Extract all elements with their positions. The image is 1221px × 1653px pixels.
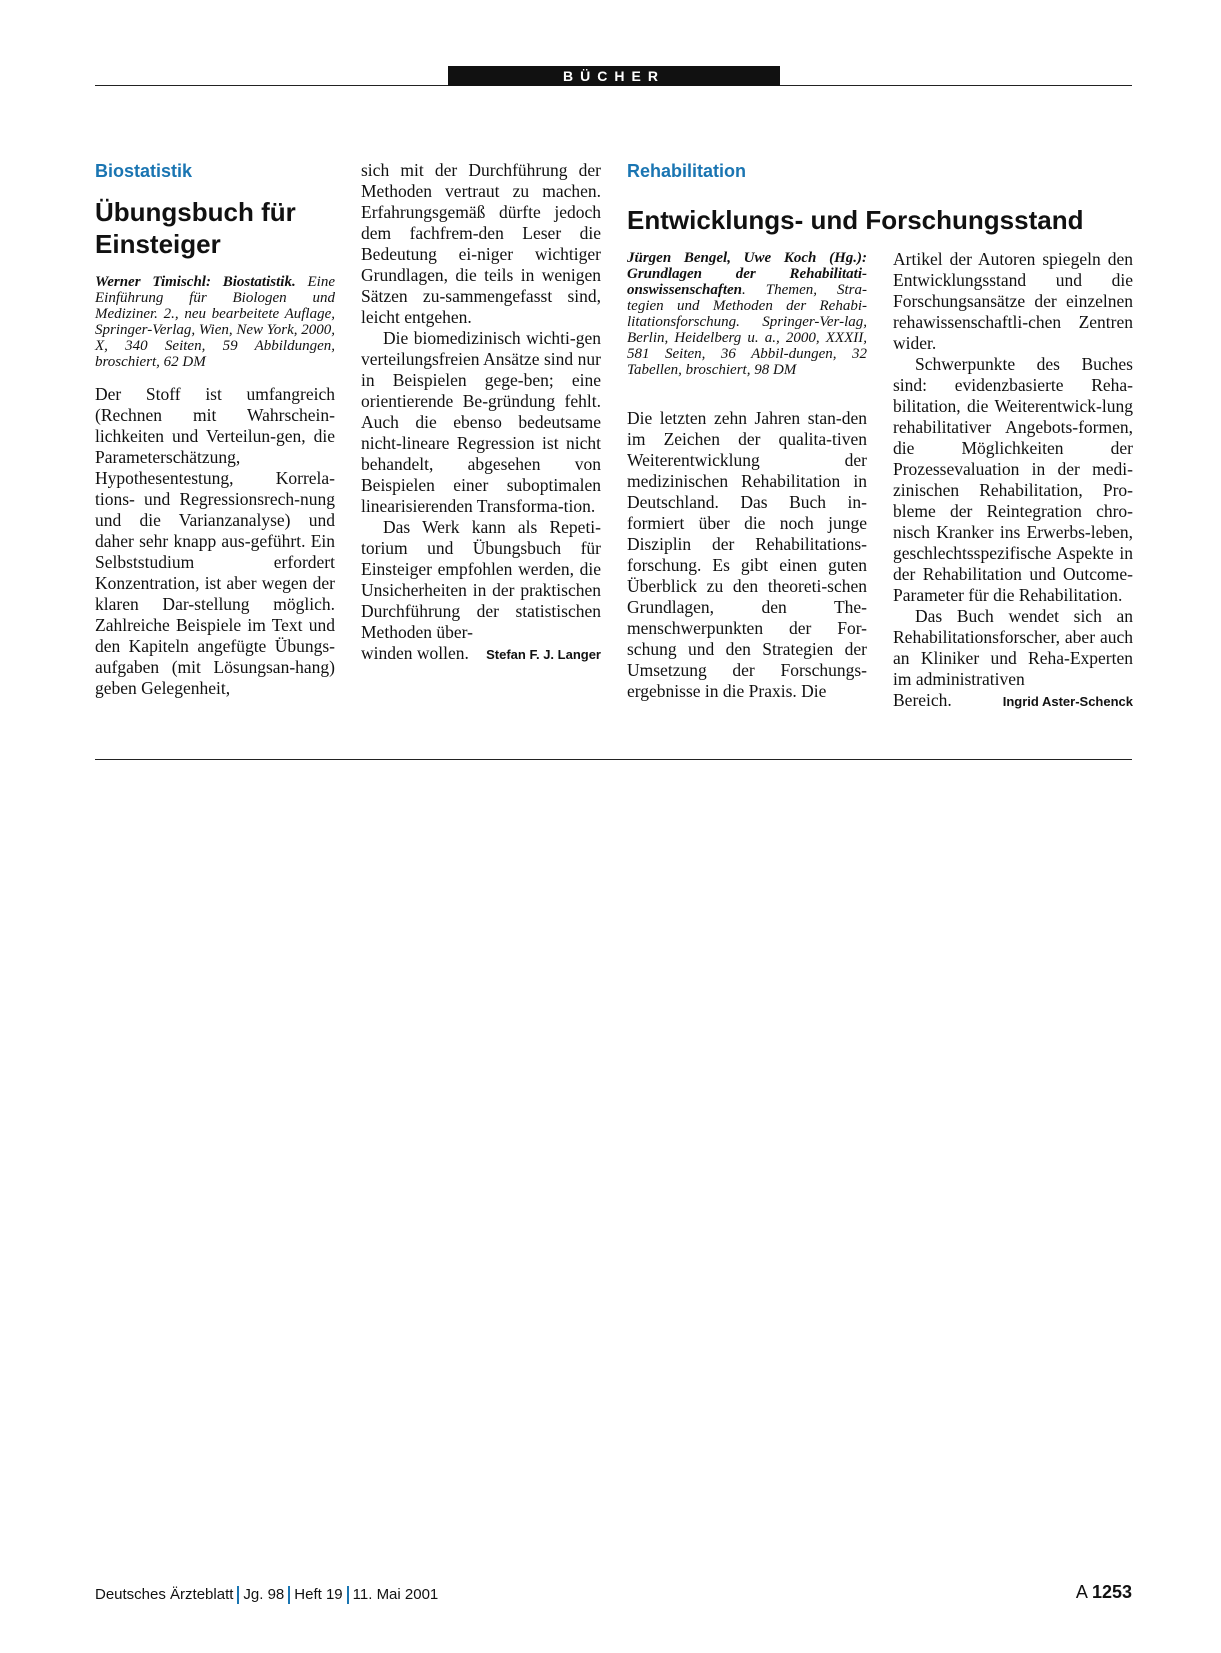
article2-body <box>627 408 867 702</box>
article2-signoff <box>893 690 1133 712</box>
footer-journal: Deutsches Ärzteblatt <box>95 1586 234 1603</box>
article1-biblio-title: Werner Timischl: Biostatistik. <box>95 274 296 290</box>
article1-headline <box>95 196 335 260</box>
article1-body <box>95 384 335 699</box>
article1-signoff <box>361 643 601 665</box>
article1-paragraph3: Das Werk kann als Repeti-torium und Übungsbuch für Einsteiger empfohlen werden, die Unsicherheiten in der praktischen Durchführung der statistischen Methoden über- <box>361 517 601 642</box>
footer-volume: Jg. 98 <box>243 1586 285 1603</box>
article2-paragraph2: Schwerpunkte des Buches sind: evidenzbasierte Reha-bilitation, die Weiterentwick-lung rehabilitativer Angebots-formen, die Möglichkeiten der Prozessevaluation in der medi-zinischen Rehabilitation, Pro-bleme der Reintegration chro-nisch Kranker ins Erwerbs-leben, geschlechtsspezifische Aspekte in der Rehabilitation und Outcome-Parameter für die Rehabilitation. <box>893 354 1133 605</box>
footer-issue: Heft 19 <box>294 1586 343 1603</box>
article2-bibliography <box>627 250 867 378</box>
footer-separator <box>347 1586 349 1604</box>
article2-paragraph3-end: Bereich. <box>893 690 952 710</box>
article1-department: Biostatistik <box>95 161 193 181</box>
article1-paragraph3-end: winden wollen. <box>361 643 469 663</box>
article2-biblio-title: Jürgen Bengel, Uwe Koch (Hg.): Grundlagen der Rehabilitati-onswissenschaften <box>627 250 867 298</box>
article2-column2 <box>893 249 1133 712</box>
article1-paragraph1: Der Stoff ist umfangreich (Rechnen mit Wahrschein-lichkeiten und Verteilun-gen, die Parameterschätzung, Hypothesentestung, Korrela-tions- und Regressionsrech-nung und die Varianzanalyse) und daher sehr knapp aus-geführt. Ein Selbststudium erfordert Konzentration, ist aber wegen der klaren Dar-stellung möglich. Zahlreiche Beispiele im Text und den Kapiteln angefügte Übungs-aufgaben (mit Lösungsan-hang) geben Gelegenheit, <box>95 384 335 698</box>
article1-paragraph1-cont: sich mit der Durchführung der Methoden vertraut zu machen. Erfahrungsgemäß dürfte jedoch dem fachfrem-den Leser die Bedeutung ei-niger wichtiger Grundlagen, die teils in wenigen Sätzen zu-sammengefasst sind, leicht entgehen. <box>361 160 601 327</box>
article1-author: Stefan F. J. Langer <box>486 647 601 662</box>
article1-paragraph2: Die biomedizinisch wichti-gen verteilungsfreien Ansätze sind nur in Beispielen gege-ben; eine orientierende Be-gründung fehlt. Auch die ebenso bedeutsame nicht-lineare Regression ist nicht behandelt, abgesehen von Beispielen einer suboptimalen linearisierenden Transforma-tion. <box>361 328 601 516</box>
article1-headline-line2: Einsteiger <box>95 229 221 259</box>
article2-headline: Entwicklungs- und Forschungsstand <box>627 205 1084 235</box>
article1-bibliography <box>95 274 335 370</box>
article1-headline-line1: Übungsbuch für <box>95 197 296 227</box>
article2-paragraph3: Das Buch wendet sich an Rehabilitationsforscher, aber auch an Kliniker und Reha-Experten im administrativen <box>893 606 1133 689</box>
article-bottom-rule <box>95 759 1132 760</box>
footer-separator <box>288 1586 290 1604</box>
article2-paragraph1: Die letzten zehn Jahren stan-den im Zeichen der qualita-tiven Weiterentwicklung der medizinischen Rehabilitation in Deutschland. Das Buch in-formiert über die noch junge Disziplin der Rehabilitations-forschung. Es gibt einen guten Überblick zu den theoreti-schen Grundlagen, den The-menschwerpunkten der For-schung und den Strategien der Umsetzung der Forschungs-ergebnisse in die Praxis. Die <box>627 408 867 701</box>
article1-body-continued <box>361 160 601 665</box>
article2-body-continued <box>893 249 1133 712</box>
page-footer <box>95 1586 438 1604</box>
section-header: BÜCHER <box>448 66 780 86</box>
article1-column1 <box>95 160 335 699</box>
footer-separator <box>237 1586 239 1604</box>
article2-paragraph1-cont: Artikel der Autoren spiegeln den Entwicklungsstand und die Forschungsansätze der einzelnen rehawissenschaftli-chen Zentren wider. <box>893 249 1133 353</box>
article1-column2 <box>361 160 601 665</box>
footer-date: 11. Mai 2001 <box>352 1586 439 1603</box>
article2-author: Ingrid Aster-Schenck <box>1002 694 1133 709</box>
page-number <box>1076 1582 1132 1603</box>
article1-biblio-details: Eine Einführung für Biologen und Mediziner. 2., neu bearbeitete Auflage, Springer-Verlag, Wien, New York, 2000, X, 340 Seiten, 59 Abbildungen, broschiert, 62 DM <box>95 274 335 370</box>
page-number-value: 1253 <box>1091 1582 1132 1602</box>
article2-department: Rehabilitation <box>627 161 747 181</box>
page-prefix: A <box>1075 1582 1087 1602</box>
article2-biblio-details: . Themen, Stra-tegien und Methoden der Rehabi-litationsforschung. Springer-Ver-lag, Berlin, Heidelberg u. a., 2000, XXXII, 581 Seiten, 36 Abbil-dungen, 32 Tabellen, broschiert, 98 DM <box>627 282 867 378</box>
